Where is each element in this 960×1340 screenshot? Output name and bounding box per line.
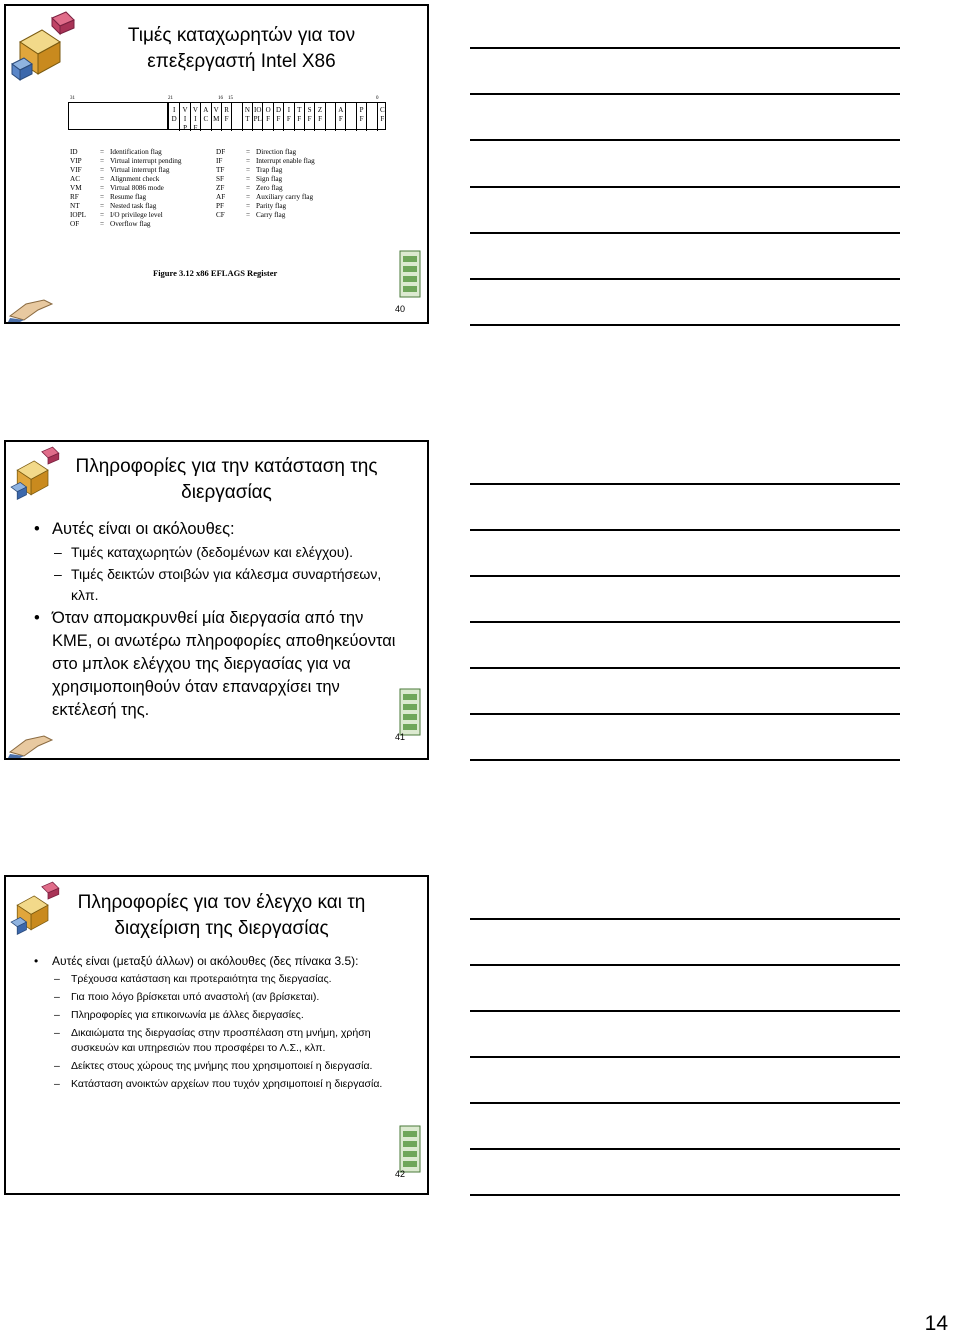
- register-bit-label: Z: [317, 106, 323, 114]
- legend-abbr: AC: [70, 175, 80, 183]
- register-bit: [221, 103, 231, 131]
- register-bit: [242, 103, 252, 131]
- register-bit: [335, 103, 345, 131]
- register-bit-label: T: [245, 115, 250, 123]
- hand-pointer-icon: [8, 294, 56, 322]
- legend-row: VIP = Virtual interrupt pending: [70, 157, 182, 165]
- register-bit-label: A: [203, 106, 209, 114]
- legend-abbr: VIF: [70, 166, 82, 174]
- legend-row: PF = Parity flag: [216, 202, 287, 210]
- abacus-icon: [399, 250, 421, 298]
- legend-row: IOPL = I/O privilege level: [70, 211, 163, 219]
- note-line: [470, 667, 900, 669]
- slide-title-line: Πληροφορίες για τον έλεγχο και τη: [77, 892, 366, 913]
- register-bit-label: I: [287, 106, 291, 114]
- register-bit: [345, 103, 355, 131]
- legend-abbr: RF: [70, 193, 79, 201]
- legend-row: NT = Nested task flag: [70, 202, 157, 210]
- legend-abbr: SF: [216, 175, 224, 183]
- legend-abbr: VIP: [70, 157, 82, 165]
- register-bit: [179, 103, 189, 131]
- note-line: [470, 575, 900, 577]
- bit-label: 31: [70, 96, 75, 101]
- legend-desc: Virtual 8086 mode: [110, 184, 164, 192]
- register-bit: [200, 103, 210, 131]
- legend-row: AF = Auxiliary carry flag: [216, 193, 314, 201]
- slide-42: [4, 875, 429, 1195]
- legend-abbr: IOPL: [70, 211, 86, 219]
- register-bit-label: F: [307, 115, 312, 123]
- note-line: [470, 964, 900, 966]
- register-bit-label: C: [203, 115, 209, 123]
- register-bit-label: D: [275, 106, 282, 114]
- register-bit: [273, 103, 283, 131]
- legend-desc: Interrupt enable flag: [256, 157, 315, 165]
- register-bit-label: I: [194, 115, 197, 123]
- register-bit-label: F: [193, 124, 198, 132]
- register-bit-label: N: [244, 106, 250, 114]
- bullet-list: [34, 518, 407, 723]
- note-line: [470, 324, 900, 326]
- register-bit-label: V: [192, 106, 198, 114]
- legend-row: TF = Trap flag: [216, 166, 283, 174]
- legend-desc: Nested task flag: [110, 202, 157, 210]
- slide-title-line: Τιμές καταχωρητών για τον: [127, 25, 356, 46]
- slide-title-line: διαχείριση της διεργασίας: [114, 918, 329, 939]
- register-bit: [231, 103, 241, 131]
- note-line: [470, 1102, 900, 1104]
- register-bit: [366, 103, 376, 131]
- legend-desc: Virtual interrupt pending: [110, 157, 182, 165]
- register-bit-label: F: [266, 115, 271, 123]
- note-line: [470, 1056, 900, 1058]
- sub-bullet-item: – Τρέχουσα κατάσταση και προτεραιότητα της διεργασίας.: [34, 972, 407, 987]
- legend-desc: I/O privilege level: [110, 211, 163, 219]
- bit-label: 0: [376, 96, 379, 101]
- legend-row: ID = Identification flag: [70, 148, 162, 156]
- eflags-register: [68, 96, 386, 132]
- register-bit-label: F: [286, 115, 291, 123]
- abacus-icon: [399, 1125, 421, 1173]
- note-line: [470, 93, 900, 95]
- legend-left: [70, 148, 181, 229]
- note-line: [470, 47, 900, 49]
- register-bit-label: D: [171, 115, 177, 123]
- flag-bits: [168, 102, 386, 130]
- register-bit-label: R: [224, 106, 229, 114]
- register-bit-label: O: [265, 106, 271, 114]
- bullet-item: • Αυτές είναι οι ακόλουθες:: [34, 518, 407, 541]
- legend-abbr: IF: [216, 157, 223, 165]
- figure-caption: Figure 3.12 x86 EFLAGS Register: [153, 268, 278, 278]
- slide-number: 40: [394, 304, 405, 314]
- legend-abbr: DF: [216, 148, 226, 156]
- register-bit-label: F: [338, 115, 343, 123]
- note-line: [470, 759, 900, 761]
- legend-abbr: ZF: [216, 184, 225, 192]
- slide-title: [66, 23, 417, 75]
- legend-desc: Carry flag: [256, 211, 286, 219]
- note-line: [470, 713, 900, 715]
- note-line: [470, 1148, 900, 1150]
- register-bit: [377, 103, 387, 131]
- register-bit: [169, 103, 179, 131]
- register-bit: [325, 103, 335, 131]
- slide-number: 42: [394, 1169, 405, 1179]
- slide-title-line: επεξεργαστή Intel X86: [147, 51, 336, 72]
- reserved-bits: [68, 102, 168, 130]
- legend-row: IF = Interrupt enable flag: [216, 157, 315, 165]
- register-bit-label: F: [276, 115, 281, 123]
- sub-bullet-item: – Δείκτες στους χώρους της μνήμης που χρησιμοποιεί η διεργασία.: [34, 1059, 407, 1074]
- register-bit-label: F: [318, 115, 322, 123]
- legend-desc: Identification flag: [110, 148, 162, 156]
- bullet-item: • Αυτές είναι (μεταξύ άλλων) οι ακόλουθες (δες πίνακα 3.5):: [34, 953, 407, 969]
- note-line: [470, 278, 900, 280]
- legend-abbr: VM: [70, 184, 82, 192]
- sub-bullet-item: – Δικαιώματα της διεργασίας στην προσπέλαση στη μνήμη, χρήση συσκευών και υπηρεσιών που προσφέρει το Λ.Σ., κλπ.: [34, 1026, 407, 1056]
- legend-abbr: NT: [70, 202, 80, 210]
- abacus-icon: [399, 688, 421, 736]
- note-line: [470, 918, 900, 920]
- register-bit-label: F: [297, 115, 302, 123]
- legend-row: RF = Resume flag: [70, 193, 147, 201]
- legend-desc: Overflow flag: [110, 220, 151, 228]
- legend-desc: Parity flag: [256, 202, 287, 210]
- register-bit-label: F: [224, 115, 229, 123]
- legend-row: AC = Alignment check: [70, 175, 160, 183]
- sub-bullet-item: – Πληροφορίες για επικοινωνία με άλλες διεργασίες.: [34, 1008, 407, 1023]
- legend-desc: Auxiliary carry flag: [256, 193, 314, 201]
- bullet-list: [34, 953, 407, 1095]
- legend-abbr: TF: [216, 166, 225, 174]
- register-bit-label: T: [297, 106, 302, 114]
- bullet-item: • Όταν απομακρυνθεί μία διεργασία από την ΚΜΕ, οι ανωτέρω πληροφορίες αποθηκεύονται στο μπλοκ ελέγχου της διεργασίας για να χρησιμοποιηθούν όταν επαναρχίσει την εκτέλεσή της.: [34, 607, 407, 722]
- sub-bullet-item: – Για ποιο λόγο βρίσκεται υπό αναστολή (αν βρίσκεται).: [34, 990, 407, 1005]
- register-bit: [356, 103, 366, 131]
- slide-title-line: διεργασίας: [181, 482, 272, 503]
- register-bit: [190, 103, 200, 131]
- register-bit: [283, 103, 293, 131]
- slide-title: [46, 454, 407, 506]
- register-bit-label: IO: [254, 106, 262, 114]
- sub-bullet-item: – Τιμές καταχωρητών (δεδομένων και ελέγχου).: [34, 542, 407, 563]
- slide-title: [46, 890, 397, 942]
- legend-desc: Virtual interrupt flag: [110, 166, 170, 174]
- register-bit-label: C: [379, 106, 385, 114]
- page-number: 14: [924, 1312, 948, 1335]
- legend-desc: Resume flag: [110, 193, 147, 201]
- register-bit-label: P: [183, 124, 188, 132]
- note-line: [470, 529, 900, 531]
- register-bit-label: PL: [253, 115, 262, 123]
- register-bit: [294, 103, 304, 131]
- note-line: [470, 186, 900, 188]
- legend-abbr: CF: [216, 211, 225, 219]
- legend-desc: Sign flag: [256, 175, 283, 183]
- register-bit-label: V: [213, 106, 219, 114]
- legend-row: DF = Direction flag: [216, 148, 297, 156]
- sub-bullet-item: – Τιμές δεικτών στοιβών για κάλεσμα συναρτήσεων, κλπ.: [34, 564, 407, 606]
- legend-row: ZF = Zero flag: [216, 184, 283, 192]
- register-bit-label: P: [359, 106, 364, 114]
- legend-row: OF = Overflow flag: [70, 220, 151, 228]
- bit-label: 16: [218, 96, 223, 101]
- bit-label: 21: [168, 96, 173, 101]
- register-bit: [262, 103, 272, 131]
- note-line: [470, 1010, 900, 1012]
- sub-bullet-item: – Κατάσταση ανοικτών αρχείων που τυχόν χρησιμοποιεί η διεργασία.: [34, 1077, 407, 1092]
- register-bit-label: V: [182, 106, 188, 114]
- register-bit-label: M: [213, 115, 220, 123]
- legend-desc: Zero flag: [256, 184, 283, 192]
- legend-abbr: AF: [216, 193, 226, 201]
- register-bit: [314, 103, 324, 131]
- register-bit-label: I: [173, 106, 176, 114]
- legend-row: CF = Carry flag: [216, 211, 286, 219]
- note-line: [470, 139, 900, 141]
- register-bit: [252, 103, 262, 131]
- slide-41: [4, 440, 429, 760]
- register-bit-label: S: [307, 106, 312, 114]
- note-line: [470, 621, 900, 623]
- legend-abbr: PF: [216, 202, 224, 210]
- legend-row: VM = Virtual 8086 mode: [70, 184, 164, 192]
- slide-number: 41: [394, 732, 405, 742]
- slide-title-line: Πληροφορίες για την κατάσταση της: [75, 456, 378, 477]
- legend-row: SF = Sign flag: [216, 175, 283, 183]
- register-bit-label: I: [183, 115, 187, 123]
- note-line: [470, 232, 900, 234]
- legend-abbr: ID: [70, 148, 78, 156]
- register-bit-label: F: [380, 115, 385, 123]
- slide-40: [4, 4, 429, 324]
- register-bit-label: F: [359, 115, 364, 123]
- register-bit-label: A: [338, 106, 344, 114]
- hand-pointer-icon: [8, 730, 56, 758]
- note-line: [470, 1194, 900, 1196]
- legend-desc: Trap flag: [256, 166, 283, 174]
- legend-abbr: OF: [70, 220, 80, 228]
- note-line: [470, 483, 900, 485]
- bit-label: 15: [228, 96, 233, 101]
- register-bit: [211, 103, 221, 131]
- legend-row: VIF = Virtual interrupt flag: [70, 166, 170, 174]
- legend-desc: Alignment check: [110, 175, 160, 183]
- legend-desc: Direction flag: [256, 148, 297, 156]
- register-bit: [304, 103, 314, 131]
- legend-right: [216, 148, 315, 220]
